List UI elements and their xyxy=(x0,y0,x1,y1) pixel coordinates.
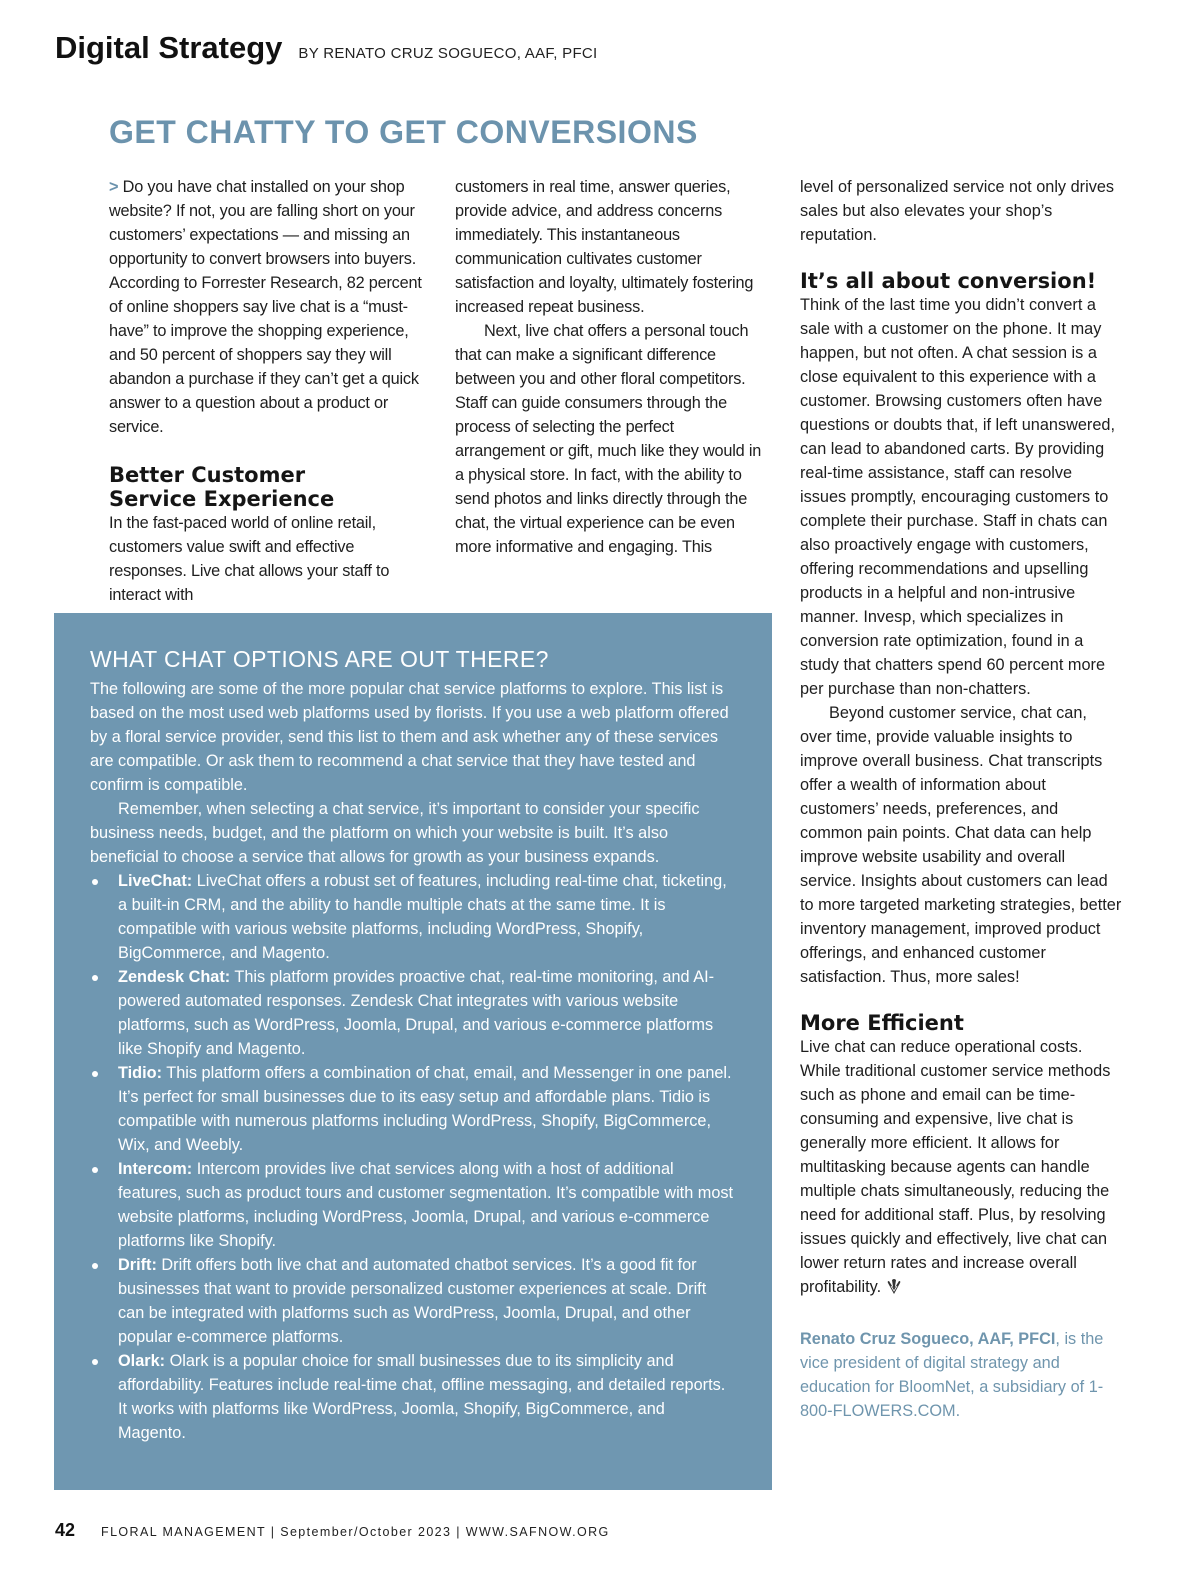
author-name: Renato Cruz Sogueco, AAF, PFCI xyxy=(800,1330,1056,1348)
paragraph-conversion: Think of the last time you didn’t convert a sale with a customer on the phone. It may happen, but not often. A chat session is a close equivalent to this experience with a customer. Browsing customers often have questions or doubts that, if left unanswered, can lead to abandoned carts. By providing real-time assistance, staff can resolve issues promptly, encouraging customers to complete their purchase. Staff in chats can also proactively engage with customers, offering recommendations and upselling products in a helpful and non-intrusive manner. Invesp, which specializes in conversion rate optimization, found in a study that chatters spend 60 percent more per purchase than non-chatters. xyxy=(800,296,1115,698)
subhead-customer-service xyxy=(109,463,434,511)
list-item-text: Olark is a popular choice for small businesses due to its simplicity and affordability. Features include real-time chat, offline messaging, and detailed reports. It works with platforms like WordPress, Joomla, Shopify, BigCommerce, and Magento. xyxy=(118,1352,726,1442)
list-item xyxy=(90,965,736,1061)
list-item xyxy=(90,1253,736,1349)
intro-paragraph xyxy=(109,175,434,439)
author-bio-text: , is the vice president of digital strategy and education for BloomNet, a subsidiary of 1-800-FLOWERS.COM. xyxy=(800,1330,1104,1420)
column-1 xyxy=(109,175,434,607)
footer-text: FLORAL MANAGEMENT | September/October 2023 | WWW.SAFNOW.ORG xyxy=(101,1525,610,1539)
list-item-name: Drift: xyxy=(118,1256,157,1274)
flower-icon xyxy=(885,1278,903,1303)
list-item-text: LiveChat offers a robust set of features, including real-time chat, ticketing, a built-in CRM, and the ability to handle multiple chats at the same time. It is compatible with various website platforms, including WordPress, Shopify, BigCommerce, and Magento. xyxy=(118,872,727,962)
list-item-text: This platform offers a combination of chat, email, and Messenger in one panel. It’s perfect for small businesses due to its easy setup and affordable plans. Tidio is compatible with numerous platforms including WordPress, Shopify, BigCommerce, Wix, and Weebly. xyxy=(118,1064,732,1154)
chat-options-sidebar xyxy=(54,613,772,1490)
paragraph-customer-service-b: customers in real time, answer queries, provide advice, and address concerns immediately. This instantaneous communication cultivates customer satisfaction and loyalty, ultimately fostering increased repeat business. xyxy=(455,178,754,316)
intro-text: Do you have chat installed on your shop website? If not, you are falling short on your customers’ expectations — and missing an opportunity to convert browsers into buyers. According to Forrester Research, 82 percent of online shoppers say live chat is a “must-have” to improve the shopping experience, and 50 percent of shoppers say they will abandon a purchase if they can’t get a quick answer to a question about a product or service. xyxy=(109,178,422,436)
list-item xyxy=(90,1349,736,1445)
list-item-name: LiveChat: xyxy=(118,872,193,890)
paragraph-insights: Beyond customer service, chat can, over time, provide valuable insights to improve overall business. Chat transcripts offer a wealth of information about customers’ needs, preferences, and common pain points. Chat data can help improve website usability and overall service. Insights about customers can lead to more targeted marketing strategies, better inventory management, improved product offerings, and enhanced customer satisfaction. Thus, more sales! xyxy=(800,704,1122,986)
page-header xyxy=(55,30,598,66)
paragraph-efficient xyxy=(800,1035,1122,1303)
byline: BY RENATO CRUZ SOGUECO, AAF, PFCI xyxy=(298,45,598,62)
subhead-conversion: It’s all about conversion! xyxy=(800,269,1097,293)
paragraph-customer-service-a: In the fast-paced world of online retail, customers value swift and effective responses. Live chat allows your staff to interact with xyxy=(109,514,390,604)
paragraph-personal-touch-cont: level of personalized service not only drives sales but also elevates your shop’s reputation. xyxy=(800,178,1115,244)
list-item-text: Intercom provides live chat services along with a host of additional features, such as product tours and customer segmentation. It’s compatible with most website platforms, including WordPress, Joomla, Drupal, and various e-commerce platforms like Shopify. xyxy=(118,1160,734,1250)
subhead-line-2: Service Experience xyxy=(109,487,335,511)
chat-options-list xyxy=(90,869,736,1445)
list-item-name: Intercom: xyxy=(118,1160,193,1178)
sidebar-paragraph-2: Remember, when selecting a chat service, it’s important to consider your specific business needs, budget, and the platform on which your website is built. It’s also beneficial to choose a service that allows for growth as your business expands. xyxy=(90,800,700,866)
list-item xyxy=(90,1061,736,1157)
list-item xyxy=(90,869,736,965)
subhead-efficient: More Efficient xyxy=(800,1011,964,1035)
page-footer xyxy=(55,1520,610,1541)
subhead-line-1: Better Customer xyxy=(109,463,306,487)
list-item xyxy=(90,1157,736,1253)
column-2 xyxy=(455,175,765,559)
sidebar-title: WHAT CHAT OPTIONS ARE OUT THERE? xyxy=(90,646,549,672)
lead-arrow-icon: > xyxy=(109,178,119,196)
article-headline: GET CHATTY TO GET CONVERSIONS xyxy=(109,114,698,150)
list-item-text: This platform provides proactive chat, real-time monitoring, and AI-powered automated responses. Zendesk Chat integrates with various website platforms, such as WordPress, Joomla, Drupal, and various e-commerce platforms like Shopify and Magento. xyxy=(118,968,715,1058)
list-item-name: Olark: xyxy=(118,1352,166,1370)
list-item-name: Tidio: xyxy=(118,1064,163,1082)
page-number: 42 xyxy=(55,1520,76,1540)
list-item-name: Zendesk Chat: xyxy=(118,968,231,986)
efficient-text: Live chat can reduce operational costs. While traditional customer service methods such as phone and email can be time-consuming and expensive, live chat is generally more efficient. It allows for multitasking because agents can handle multiple chats simultaneously, reducing the need for additional staff. Plus, by resolving issues quickly and effectively, live chat can lower return rates and increase overall profitability. xyxy=(800,1038,1111,1296)
author-bio xyxy=(800,1327,1122,1423)
section-name: Digital Strategy xyxy=(55,30,283,65)
column-3 xyxy=(800,175,1122,1423)
paragraph-personal-touch: Next, live chat offers a personal touch that can make a significant difference between you and other floral competitors. Staff can guide consumers through the process of selecting the perfect arrangement or gift, much like they would in a physical store. In fact, with the ability to send photos and links directly through the chat, the virtual experience can be even more informative and engaging. This xyxy=(455,322,762,556)
sidebar-paragraph-1: The following are some of the more popular chat service platforms to explore. This list is based on the most used web platforms used by florists. If you use a web platform offered by a floral service provider, send this list to them and ask whether any of these services are compatible. Or ask them to recommend a chat service that they have tested and confirm is compatible. xyxy=(90,680,729,794)
list-item-text: Drift offers both live chat and automated chatbot services. It’s a good fit for businesses that want to provide personalized customer experiences at scale. Drift can be integrated with platforms such as WordPress, Joomla, Drupal, and other popular e-commerce platforms. xyxy=(118,1256,707,1346)
